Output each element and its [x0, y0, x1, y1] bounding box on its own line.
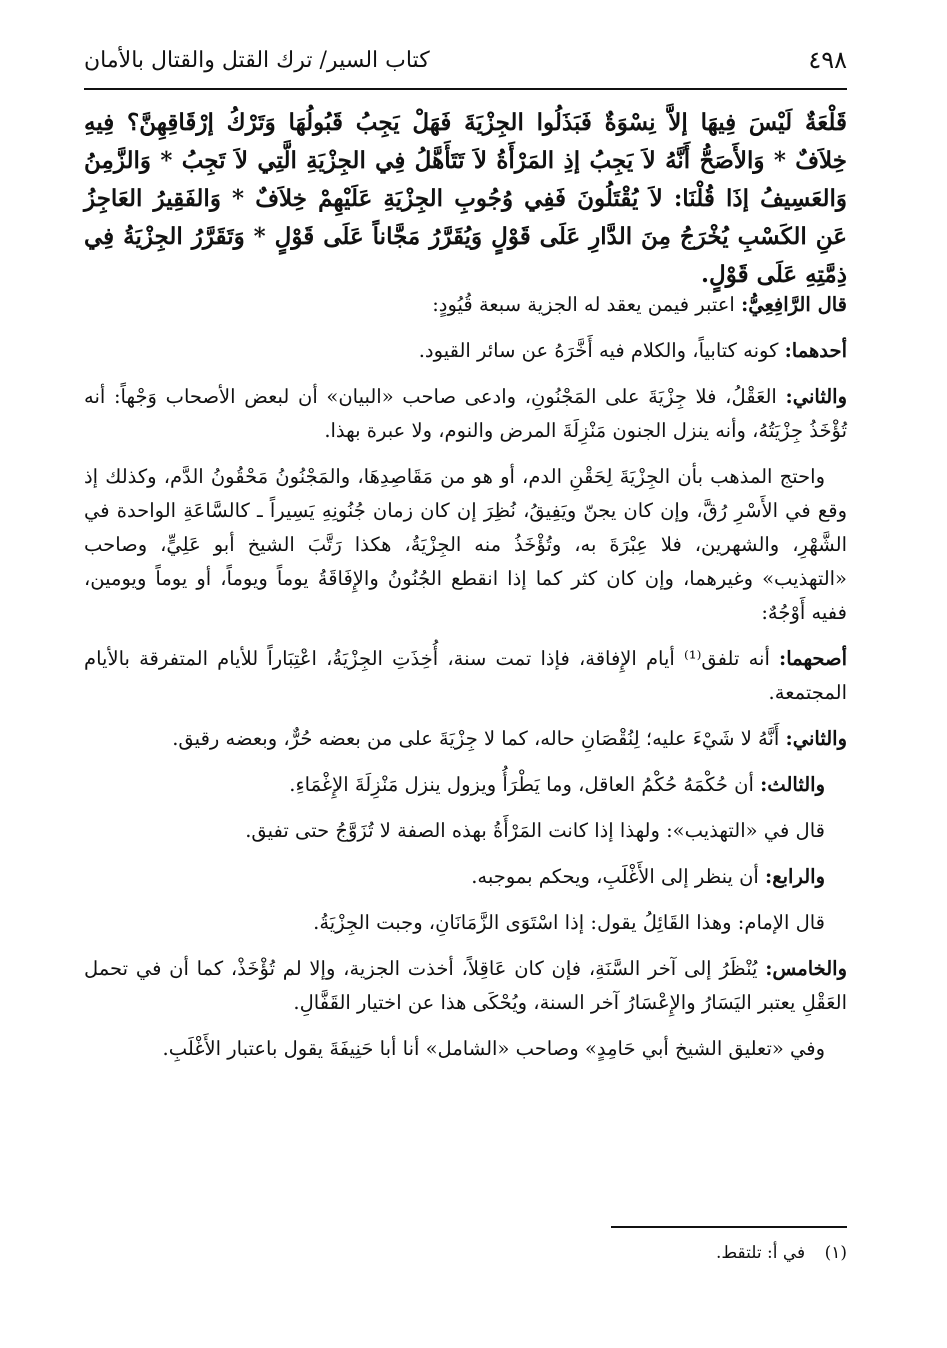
header-title: كتاب السير/ ترك القتل والقتال بالأمان — [84, 47, 430, 73]
paragraph-label: والثاني: — [785, 385, 847, 408]
paragraph-label: والخامس: — [765, 957, 847, 980]
paragraph-text: واحتج المذهب بأن الجِزْيَةَ لِحَقْنِ الدم، أو هو من مَقَاصِدِهَا، والمَجْنُونُ مَحْقُونُ الدَّم، وكذلك إذ وقع في الأَسْرِ رُقَّ، وإن كان يجنّ ويَفِيقُ، نُظِرَ إن كان زمان جُنُونِهِ يَسِيراً ـ كالسَّاعَةِ الواحدة في الشَّهْرِ، والشهرين، فلا عِبْرَةَ به، وتُؤْخَذُ منه الجِزْيَةُ، هكذا رَتَّبَ الشيخ أبو عَلِيٍّ، وصاحب «التهذيب» وغيرهما، وإن كان كثر كما إذا انقطع الجُنُونُ والإِفَاقَةُ يوماً ويوماً، أو يوماً ويومين، ففيه أَوْجُهٌ: — [84, 465, 847, 624]
footnote-divider — [611, 1226, 847, 1228]
paragraph-text: وفي «تعليق الشيخ أبي حَامِدٍ» وصاحب «الشامل» أنا أبا حَنِيفَةَ يقول باعتبار الأَغْلَبِ. — [162, 1037, 825, 1060]
paragraph-text: اعتبر فيمن يعقد له الجزية سبعة قُيُودٍ: — [432, 293, 742, 316]
paragraph-text: أن ينظر إلى الأَغْلَبِ، ويحكم بموجبه. — [471, 865, 766, 888]
paragraph — [84, 642, 847, 710]
paragraph — [84, 906, 847, 940]
paragraph-text: أنه تلفق⁽¹⁾ أيام الإِفاقة، فإذا تمت سنة، أُخِذَتِ الجِزْيَةُ، اعْتِبَاراً للأيام المتفرقة بالأيام المجتمعة. — [84, 647, 847, 704]
running-header — [84, 38, 847, 82]
commentary-body — [84, 288, 847, 1078]
paragraph-label: أحدهما: — [784, 339, 847, 362]
paragraph-label: قال الرَّافِعِيُّ: — [741, 293, 847, 316]
paragraph — [84, 814, 847, 848]
paragraph-text: العَقْلُ، فلا جِزْيَةَ على المَجْنُونِ، وادعى صاحب «البيان» أن لبعض الأصحاب وَجْهاً: أنه تُؤْخَذُ جِزْيَتُهُ، وأنه ينزل الجنون مَنْزِلَةَ المرض والنوم، ولا عبرة بهذا. — [84, 385, 847, 442]
paragraph-label: والثالث: — [760, 773, 825, 796]
footnote — [716, 1238, 847, 1268]
paragraph-label: والثاني: — [785, 727, 847, 750]
page-number: ٤٩٨ — [808, 46, 847, 74]
paragraph — [84, 288, 847, 322]
paragraph — [84, 860, 847, 894]
footnote-text: في أ: تلتقط. — [715, 1243, 806, 1263]
paragraph — [84, 722, 847, 756]
paragraph-text: أن حُكْمَهُ حُكْمُ العاقل، وما يَطْرَأُ ويزول ينزل مَنْزِلَةَ الإِغْمَاءِ. — [289, 773, 761, 796]
paragraph — [84, 460, 847, 630]
paragraph-text: أَنَّهُ لا شَيْءَ عليه؛ لِنُقْصَانِ حاله، كما لا جِزْيَةَ على من بعضه حُرٌّ، وبعضه رقيق. — [172, 727, 786, 750]
matn-text: قَلْعَةٌ لَيْسَ فِيهَا إلاَّ نِسْوَةٌ فَبَذَلُوا الجِزْيَةَ فَهَلْ يَجِبُ قَبُولُهَا وَتَرْكُ إرْقَاقِهِنَّ؟ فِيهِ خِلاَفٌ * وَالأَصَحُّ أَنَّهُ لاَ يَجِبُ إذِ المَرْأَةُ لاَ تَتَأَهَّلُ فِي الجِزْيَةِ الَّتِي لاَ تَجِبُ * وَالزَّمِنُ وَالعَسِيفُ إذَا قُلْنَا: لاَ يُقْتَلُونَ فَفِي وُجُوبِ الجِزْيَةِ عَلَيْهِمْ خِلاَفٌ * وَالفَقِيرُ العَاجِزُ عَنِ الكَسْبِ يُخْرَجُ مِنَ الدَّارِ عَلَى قَوْلٍ وَيُقَرَّرُ مَجَّاناً عَلَى قَوْلٍ * وَتَقَرَّرُ الجِزْيَةُ فِي ذِمَّتِهِ عَلَى قَوْلٍ. — [84, 109, 847, 288]
paragraph-label: والرابع: — [765, 865, 825, 888]
header-divider — [84, 88, 847, 90]
paragraph — [84, 334, 847, 368]
paragraph-text: قال في «التهذيب»: ولهذا إذا كانت المَرْأَةُ بهذه الصفة لا تُزَوَّجُ حتى تفيق. — [245, 819, 825, 842]
paragraph-label: أصحهما: — [779, 647, 847, 670]
paragraph-text: قال الإمام: وهذا القَائِلُ يقول: إذا اسْتَوَى الزَّمَانَانِ، وجبت الجِزْيَةُ. — [313, 911, 825, 934]
paragraph — [84, 1032, 847, 1066]
paragraph-text: كونه كتابياً، والكلام فيه أَخَّرَهُ عن سائر القيود. — [418, 339, 785, 362]
paragraph — [84, 380, 847, 448]
paragraph-text: يُنْظَرُ إلى آخر السَّنَةِ، فإن كان عَاقِلاً، أخذت الجزية، وإلا لم تُؤْخَذْ، كما أن في تحمل العَقْلِ يعتبر اليَسَارُ والإِعْسَارُ آخر السنة، ويُحْكَى هذا عن اختيار القَفَّالِ. — [84, 957, 847, 1014]
paragraph — [84, 768, 847, 802]
paragraph — [84, 952, 847, 1020]
footnote-number: (١) — [824, 1243, 847, 1263]
